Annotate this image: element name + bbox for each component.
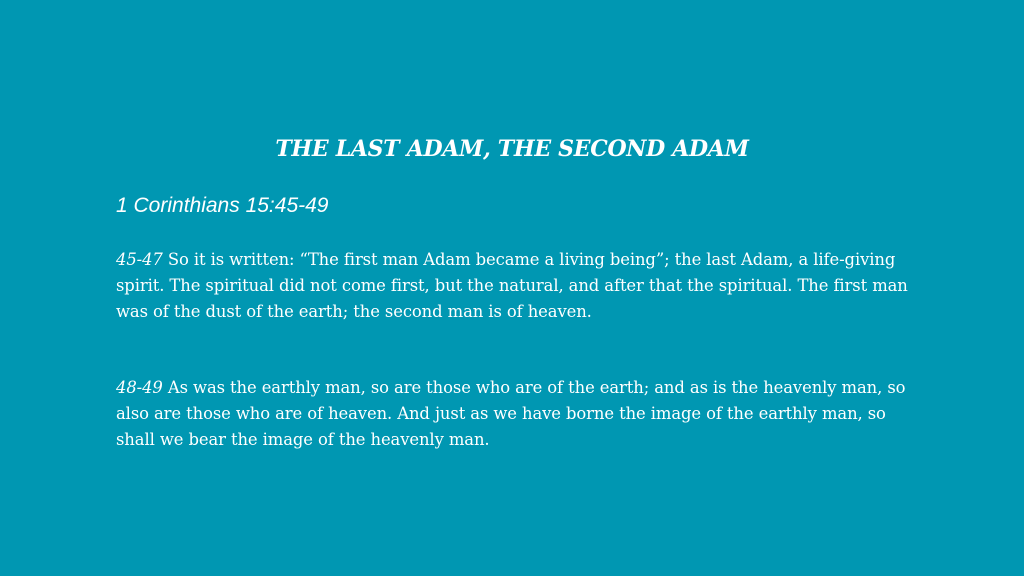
passage-verses-48-49 <box>116 375 916 453</box>
verse-number: 45-47 <box>116 250 163 269</box>
passage-verses-45-47 <box>116 247 916 325</box>
passage-text: So it is written: “The first man Adam became a living being”; the last Adam, a life-giving spirit. The spiritual did not come first, but the natural, and after that the spiritual. The first man was of the dust of the earth; the second man is of heaven. <box>116 250 908 321</box>
passage-text: As was the earthly man, so are those who are of the earth; and as is the heavenly man, so also are those who are of heaven. And just as we have borne the image of the earthly man, so shall we bear the image of the heavenly man. <box>116 378 906 449</box>
slide-title: THE LAST ADAM, THE SECOND ADAM <box>275 136 749 162</box>
verse-number: 48-49 <box>116 378 163 397</box>
scripture-reference: 1 Corinthians 15:45-49 <box>116 194 329 217</box>
